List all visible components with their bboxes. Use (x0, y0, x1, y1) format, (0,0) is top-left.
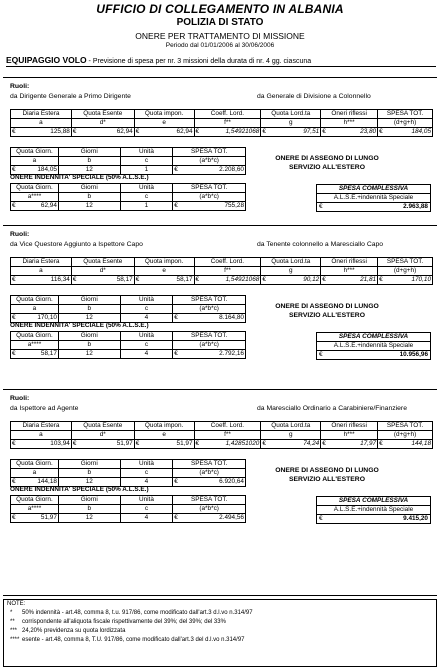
table-subheader-row (11, 193, 246, 202)
cell-value: 62,94 (176, 128, 193, 135)
column-header: SPESA TOT. (173, 296, 246, 305)
indennita-table (10, 331, 246, 359)
column-header: Quota Lord.ta (261, 422, 321, 431)
euro-sign: € (12, 128, 16, 135)
note-marker: **** (10, 637, 20, 643)
euro-sign: € (12, 202, 16, 209)
table-cell (11, 350, 59, 359)
table-subheader-row (11, 267, 433, 276)
euro-sign: € (72, 128, 77, 135)
table-row (11, 128, 433, 137)
note-item (7, 627, 436, 636)
document-heading: ONERE PER TRATTAMENTO DI MISSIONE (135, 31, 305, 41)
column-header: Coeff. Lord. (194, 258, 261, 267)
column-subheader: c (120, 341, 173, 350)
cell-value: 2.494,56 (219, 514, 244, 521)
table-row (11, 440, 433, 449)
cell-value: 97,51 (303, 128, 320, 135)
onere-line-2: SERVIZIO ALL'ESTERO (288, 164, 365, 171)
table-cell: 12 (58, 514, 120, 523)
column-header: Diaria Estera (11, 110, 72, 119)
column-header: Giorni (58, 184, 120, 193)
column-header: Giorni (58, 332, 120, 341)
alse-label: A.L.S.E.+indennità Speciale (317, 342, 430, 351)
cell-value: 51,97 (40, 514, 57, 521)
cell-value: 74,24 (303, 440, 320, 447)
column-subheader: (a*b*c) (173, 157, 246, 166)
column-header: Quota Lord.ta (261, 110, 321, 119)
spesa-total-value: 9.415,20 (403, 515, 428, 522)
table-cell (173, 478, 246, 487)
table-cell (321, 276, 378, 285)
column-subheader: c (120, 193, 173, 202)
notes-box (3, 599, 437, 667)
cell-value: 2.792,16 (219, 350, 244, 357)
spesa-complessiva-label: SPESA COMPLESSIVA (317, 185, 430, 194)
column-subheader: g (261, 431, 321, 440)
column-header: SPESA TOT. (173, 496, 246, 505)
police-title: POLIZIA DI STATO (176, 17, 264, 28)
column-header: SPESA TOT. (378, 422, 433, 431)
cell-value: 170,10 (37, 314, 57, 321)
cell-value: 58,17 (176, 276, 193, 283)
column-header: Unità (120, 460, 173, 469)
diaria-table (10, 257, 433, 285)
column-subheader: e (134, 119, 194, 128)
column-subheader: a (11, 305, 59, 314)
column-subheader: d* (71, 267, 134, 276)
column-subheader: f** (194, 267, 261, 276)
alse-label: A.L.S.E.+indennità Speciale (317, 506, 430, 515)
column-header: Unità (120, 296, 173, 305)
spesa-complessiva-box (316, 184, 431, 212)
cell-value: 144,18 (37, 478, 57, 485)
column-header: Quota Giorn. (11, 184, 59, 193)
column-subheader: (a*b*c) (173, 341, 246, 350)
table-header-row (11, 422, 433, 431)
euro-sign: € (12, 514, 16, 521)
quota-table (10, 147, 246, 175)
column-subheader: b (58, 305, 120, 314)
ruoli-from: da Vice Questore Aggiunto a Ispettore Capo (10, 241, 143, 248)
table-cell (378, 440, 433, 449)
spesa-complessiva-box (316, 332, 431, 360)
column-header: Oneri riflessi (321, 422, 378, 431)
column-header: Coeff. Lord. (194, 422, 261, 431)
table-subheader-row (11, 305, 246, 314)
cell-value: 1,54921068 (225, 128, 260, 135)
column-subheader: b (58, 505, 120, 514)
column-subheader: c (120, 469, 173, 478)
euro-sign: € (12, 350, 16, 357)
cell-value: 1,42851020 (225, 440, 260, 447)
column-subheader: h*** (321, 119, 378, 128)
euro-sign: € (262, 440, 266, 447)
cell-value: 51,97 (176, 440, 193, 447)
diaria-table (10, 109, 433, 137)
column-header: Quota impon. (134, 422, 194, 431)
indennita-table (10, 183, 246, 211)
column-header: Quota Giorn. (11, 332, 59, 341)
cell-value: 21,81 (360, 276, 377, 283)
table-cell (321, 128, 378, 137)
euro-sign: € (319, 515, 323, 522)
table-header-row (11, 332, 246, 341)
table-cell (11, 440, 72, 449)
section-separator (3, 225, 437, 226)
table-cell (134, 128, 194, 137)
table-header-row (11, 148, 246, 157)
euro-sign: € (262, 276, 266, 283)
table-cell (173, 350, 246, 359)
table-cell: 4 (120, 350, 173, 359)
cell-value: 8.164,80 (219, 314, 244, 321)
note-item (7, 609, 436, 618)
column-subheader: a (11, 157, 59, 166)
diaria-table (10, 421, 433, 449)
table-header-row (11, 110, 433, 119)
table-row (11, 276, 433, 285)
column-header: Quota Giorn. (11, 296, 59, 305)
table-cell (261, 440, 321, 449)
table-cell (11, 276, 72, 285)
euro-sign: € (319, 203, 323, 210)
table-cell (173, 514, 246, 523)
column-header: Quota impon. (134, 110, 194, 119)
column-subheader: f** (194, 119, 261, 128)
table-cell: 12 (58, 478, 120, 487)
column-header: Quota Esente (71, 110, 134, 119)
column-header: Oneri riflessi (321, 258, 378, 267)
cell-value: 1,54921068 (225, 276, 260, 283)
column-header: SPESA TOT. (173, 184, 246, 193)
table-cell: 1 (120, 166, 173, 175)
indennita-table (10, 495, 246, 523)
onere-line-2: SERVIZIO ALL'ESTERO (288, 476, 365, 483)
table-subheader-row (11, 119, 433, 128)
column-subheader: a (11, 267, 72, 276)
cell-value: 144,18 (411, 440, 431, 447)
column-header: Quota Giorn. (11, 496, 59, 505)
cell-value: 116,34 (50, 276, 70, 283)
column-header: SPESA TOT. (173, 332, 246, 341)
column-header: Quota impon. (134, 258, 194, 267)
table-cell (194, 440, 261, 449)
ruoli-from: da Ispettore ad Agente (10, 405, 79, 412)
table-cell: 12 (58, 202, 120, 211)
column-subheader: (a*b*c) (173, 193, 246, 202)
column-subheader: c (120, 305, 173, 314)
spesa-complessiva-label: SPESA COMPLESSIVA (317, 497, 430, 506)
column-subheader: b (58, 469, 120, 478)
column-subheader: (d+g+h) (378, 267, 433, 276)
column-subheader: c (120, 157, 173, 166)
cell-value: 170,10 (411, 276, 431, 283)
table-header-row (11, 258, 433, 267)
cell-value: 58,17 (116, 276, 133, 283)
note-text: 50% indennità - art.48, comma 8, t.u. 917/86, come modificato dall'art.3 d.l.vo n.314/97 (22, 610, 253, 616)
cell-value: 62,94 (116, 128, 133, 135)
cell-value: 6.920,64 (219, 478, 244, 485)
euro-sign: € (262, 128, 266, 135)
indennita-label: ONERE INDENNITA' SPECIALE (50% A.L.S.E.) (10, 486, 149, 493)
euro-sign: € (174, 514, 178, 521)
column-subheader: h*** (321, 431, 378, 440)
table-cell (173, 314, 246, 323)
spesa-total-cell (317, 515, 430, 523)
table-cell: 4 (120, 314, 173, 323)
table-cell (71, 440, 134, 449)
euro-sign: € (195, 440, 200, 447)
quota-table (10, 295, 246, 323)
spesa-complessiva-box (316, 496, 431, 524)
euro-sign: € (322, 440, 326, 447)
table-header-row (11, 460, 246, 469)
table-cell: 1 (120, 202, 173, 211)
ruoli-to: da Generale di Divisione a Colonnello (257, 93, 371, 100)
quota-table (10, 459, 246, 487)
euro-sign: € (379, 276, 383, 283)
alse-label: A.L.S.E.+indennità Speciale (317, 194, 430, 203)
table-cell (71, 276, 134, 285)
euro-sign: € (12, 440, 16, 447)
column-subheader: h*** (321, 267, 378, 276)
column-header: Giorni (58, 296, 120, 305)
equipaggio-description: - Previsione di spesa per nr. 3 missioni della durata di nr. 4 gg. ciascuna (86, 58, 312, 65)
euro-sign: € (12, 314, 16, 321)
column-header: Diaria Estera (11, 258, 72, 267)
column-subheader: b (58, 157, 120, 166)
euro-sign: € (135, 276, 140, 283)
notes-list (4, 609, 436, 645)
euro-sign: € (174, 202, 178, 209)
table-cell (378, 128, 433, 137)
table-cell (11, 128, 72, 137)
euro-sign: € (195, 128, 200, 135)
section-separator (3, 389, 437, 390)
column-subheader: c (120, 505, 173, 514)
euro-sign: € (322, 276, 326, 283)
column-subheader: a (11, 119, 72, 128)
column-header: Quota Lord.ta (261, 258, 321, 267)
indennita-label: ONERE INDENNITA' SPECIALE (50% A.L.S.E.) (10, 174, 149, 181)
onere-line-2: SERVIZIO ALL'ESTERO (288, 312, 365, 319)
column-header: Giorni (58, 148, 120, 157)
spesa-complessiva-label: SPESA COMPLESSIVA (317, 333, 430, 342)
table-cell (261, 128, 321, 137)
office-title: UFFICIO DI COLLEGAMENTO IN ALBANIA (96, 2, 344, 16)
ruoli-from: da Dirigente Generale a Primo Dirigente (10, 93, 131, 100)
column-header: SPESA TOT. (378, 258, 433, 267)
column-subheader: g (261, 119, 321, 128)
column-header: Diaria Estera (11, 422, 72, 431)
euro-sign: € (174, 350, 178, 357)
column-subheader: (d+g+h) (378, 119, 433, 128)
table-cell: 12 (58, 314, 120, 323)
cell-value: 184,05 (37, 166, 57, 173)
cell-value: 90,12 (303, 276, 320, 283)
column-subheader: b (58, 341, 120, 350)
onere-line-1: ONERE DI ASSEGNO DI LUNGO (275, 303, 379, 310)
column-subheader: g (261, 267, 321, 276)
column-header: SPESA TOT. (173, 460, 246, 469)
table-cell (194, 128, 261, 137)
table-subheader-row (11, 341, 246, 350)
section-separator (3, 77, 437, 78)
column-subheader: a**** (11, 341, 59, 350)
note-text: esente - art.48, comma 8, T.U. 917/86, come modificato dall'art.3 del d.l.vo n.314/97 (22, 637, 245, 643)
ruoli-label: Ruoli: (10, 395, 30, 402)
cell-value: 125,88 (50, 128, 70, 135)
onere-assegno (257, 302, 397, 320)
table-header-row (11, 296, 246, 305)
note-marker: * (10, 610, 13, 616)
column-subheader: b (58, 193, 120, 202)
euro-sign: € (135, 128, 140, 135)
column-header: Giorni (58, 496, 120, 505)
spesa-total-cell (317, 203, 430, 211)
table-cell (134, 440, 194, 449)
column-subheader: (d+g+h) (378, 431, 433, 440)
euro-sign: € (72, 440, 77, 447)
note-text: 24,20% previdenza su quota lordizzata (22, 628, 126, 634)
note-marker: ** (10, 619, 15, 625)
ruoli-label: Ruoli: (10, 83, 30, 90)
ruoli-to: da Maresciallo Ordinario a Carabiniere/Finanziere (257, 405, 407, 412)
cell-value: 23,80 (360, 128, 377, 135)
euro-sign: € (319, 351, 323, 358)
euro-sign: € (135, 440, 140, 447)
onere-line-1: ONERE DI ASSEGNO DI LUNGO (275, 155, 379, 162)
note-marker: *** (10, 628, 18, 634)
section-separator (3, 595, 437, 596)
onere-assegno (257, 466, 397, 484)
indennita-label: ONERE INDENNITA' SPECIALE (50% A.L.S.E.) (10, 322, 149, 329)
column-subheader: a (11, 469, 59, 478)
table-cell (173, 166, 246, 175)
table-cell: 12 (58, 350, 120, 359)
table-row (11, 350, 246, 359)
cell-value: 755,28 (224, 202, 244, 209)
table-cell (378, 276, 433, 285)
column-subheader: (a*b*c) (173, 469, 246, 478)
equipaggio-line (6, 55, 436, 67)
euro-sign: € (195, 276, 200, 283)
cell-value: 51,97 (116, 440, 133, 447)
column-subheader: e (134, 431, 194, 440)
column-header: Oneri riflessi (321, 110, 378, 119)
column-header: Quota Esente (71, 258, 134, 267)
table-cell (11, 202, 59, 211)
euro-sign: € (12, 166, 16, 173)
column-header: Unità (120, 332, 173, 341)
column-header: SPESA TOT. (173, 148, 246, 157)
onere-assegno (257, 154, 397, 172)
euro-sign: € (379, 440, 383, 447)
column-subheader: a**** (11, 505, 59, 514)
table-row (11, 202, 246, 211)
cell-value: 62,94 (40, 202, 57, 209)
euro-sign: € (174, 314, 178, 321)
spesa-total-value: 2.963,88 (403, 203, 428, 210)
equipaggio-label: EQUIPAGGIO VOLO (6, 55, 87, 65)
column-header: SPESA TOT. (378, 110, 433, 119)
table-cell (321, 440, 378, 449)
note-text: corrispondente all'aliquota fiscale rispettivamente del 39%; del 39%; del 33% (22, 619, 226, 625)
table-cell (194, 276, 261, 285)
column-header: Unità (120, 184, 173, 193)
cell-value: 17,97 (360, 440, 377, 447)
column-subheader: (a*b*c) (173, 305, 246, 314)
spesa-total-cell (317, 351, 430, 359)
euro-sign: € (174, 166, 178, 173)
table-subheader-row (11, 431, 433, 440)
table-header-row (11, 184, 246, 193)
column-header: Quota Giorn. (11, 460, 59, 469)
spesa-total-value: 10.956,96 (399, 351, 428, 358)
column-header: Unità (120, 148, 173, 157)
table-cell (71, 128, 134, 137)
notes-title: NOTE: (7, 601, 26, 607)
ruoli-label: Ruoli: (10, 231, 30, 238)
table-cell (173, 202, 246, 211)
euro-sign: € (12, 478, 16, 485)
column-header: Giorni (58, 460, 120, 469)
euro-sign: € (379, 128, 383, 135)
column-subheader: f** (194, 431, 261, 440)
euro-sign: € (12, 276, 16, 283)
euro-sign: € (322, 128, 326, 135)
column-subheader: a**** (11, 193, 59, 202)
onere-line-1: ONERE DI ASSEGNO DI LUNGO (275, 467, 379, 474)
table-cell: 12 (58, 166, 120, 175)
column-header: Quota Giorn. (11, 148, 59, 157)
table-subheader-row (11, 469, 246, 478)
column-header: Unità (120, 496, 173, 505)
cell-value: 184,05 (411, 128, 431, 135)
table-row (11, 514, 246, 523)
note-item (7, 618, 436, 627)
ruoli-to: da Tenente colonnello a Maresciallo Capo (257, 241, 384, 248)
cell-value: 103,94 (50, 440, 70, 447)
column-subheader: a (11, 431, 72, 440)
euro-sign: € (174, 478, 178, 485)
note-item (7, 636, 436, 645)
table-header-row (11, 496, 246, 505)
table-cell (11, 514, 59, 523)
table-cell (134, 276, 194, 285)
column-subheader: d* (71, 119, 134, 128)
table-cell: 4 (120, 478, 173, 487)
cell-value: 58,17 (40, 350, 57, 357)
cell-value: 2.208,60 (219, 166, 244, 173)
table-subheader-row (11, 505, 246, 514)
period-line: Periodo dal 01/01/2006 al 30/06/2006 (165, 42, 275, 49)
column-header: Quota Esente (71, 422, 134, 431)
column-header: Coeff. Lord. (194, 110, 261, 119)
column-subheader: d* (71, 431, 134, 440)
table-subheader-row (11, 157, 246, 166)
column-subheader: e (134, 267, 194, 276)
table-cell: 4 (120, 514, 173, 523)
table-cell (261, 276, 321, 285)
column-subheader: (a*b*c) (173, 505, 246, 514)
euro-sign: € (72, 276, 77, 283)
